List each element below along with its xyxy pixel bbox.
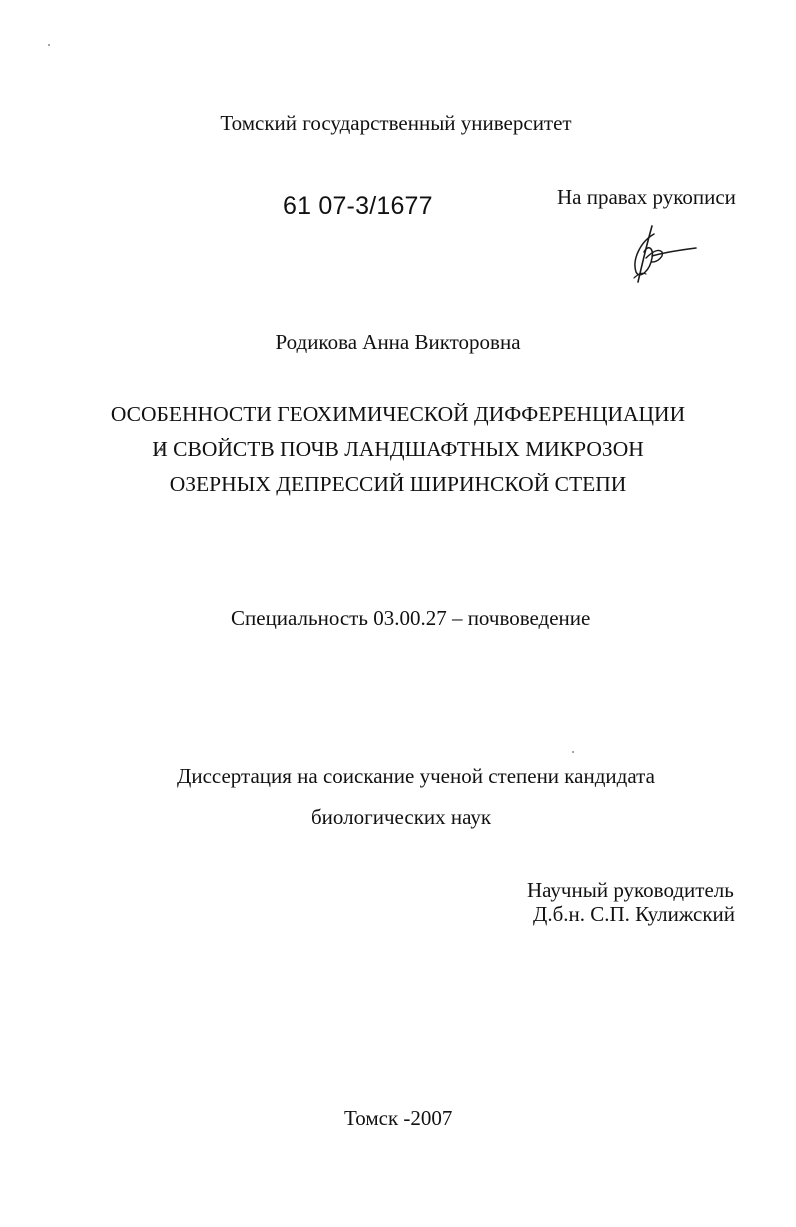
supervisor-role: Научный руководитель <box>527 878 734 902</box>
signature-icon <box>618 222 700 288</box>
city-year: Томск -2007 <box>344 1106 453 1130</box>
supervisor-name: Д.б.н. С.П. Кулижский <box>533 902 736 926</box>
dissertation-title <box>0 397 796 502</box>
degree-line-2: биологических наук <box>311 805 492 829</box>
title-line: И СВОЙСТВ ПОЧВ ЛАНДШАФТНЫХ МИКРОЗОН <box>152 437 644 461</box>
specialty: Специальность 03.00.27 – почвоведение <box>231 606 591 630</box>
scan-speck <box>48 44 50 46</box>
title-line: ОЗЕРНЫХ ДЕПРЕССИЙ ШИРИНСКОЙ СТЕПИ <box>169 472 627 496</box>
university-name: Томский государственный университет <box>220 111 572 135</box>
catalog-number: 61 07-3/1677 <box>283 192 433 220</box>
author-name: Родикова Анна Викторовна <box>275 330 521 354</box>
manuscript-rights-note: На правах рукописи <box>557 185 736 209</box>
scan-speck <box>572 751 574 753</box>
degree-line-1: Диссертация на соискание ученой степени кандидата <box>177 764 655 788</box>
title-line: ОСОБЕННОСТИ ГЕОХИМИЧЕСКОЙ ДИФФЕРЕНЦИАЦИИ <box>110 402 686 426</box>
